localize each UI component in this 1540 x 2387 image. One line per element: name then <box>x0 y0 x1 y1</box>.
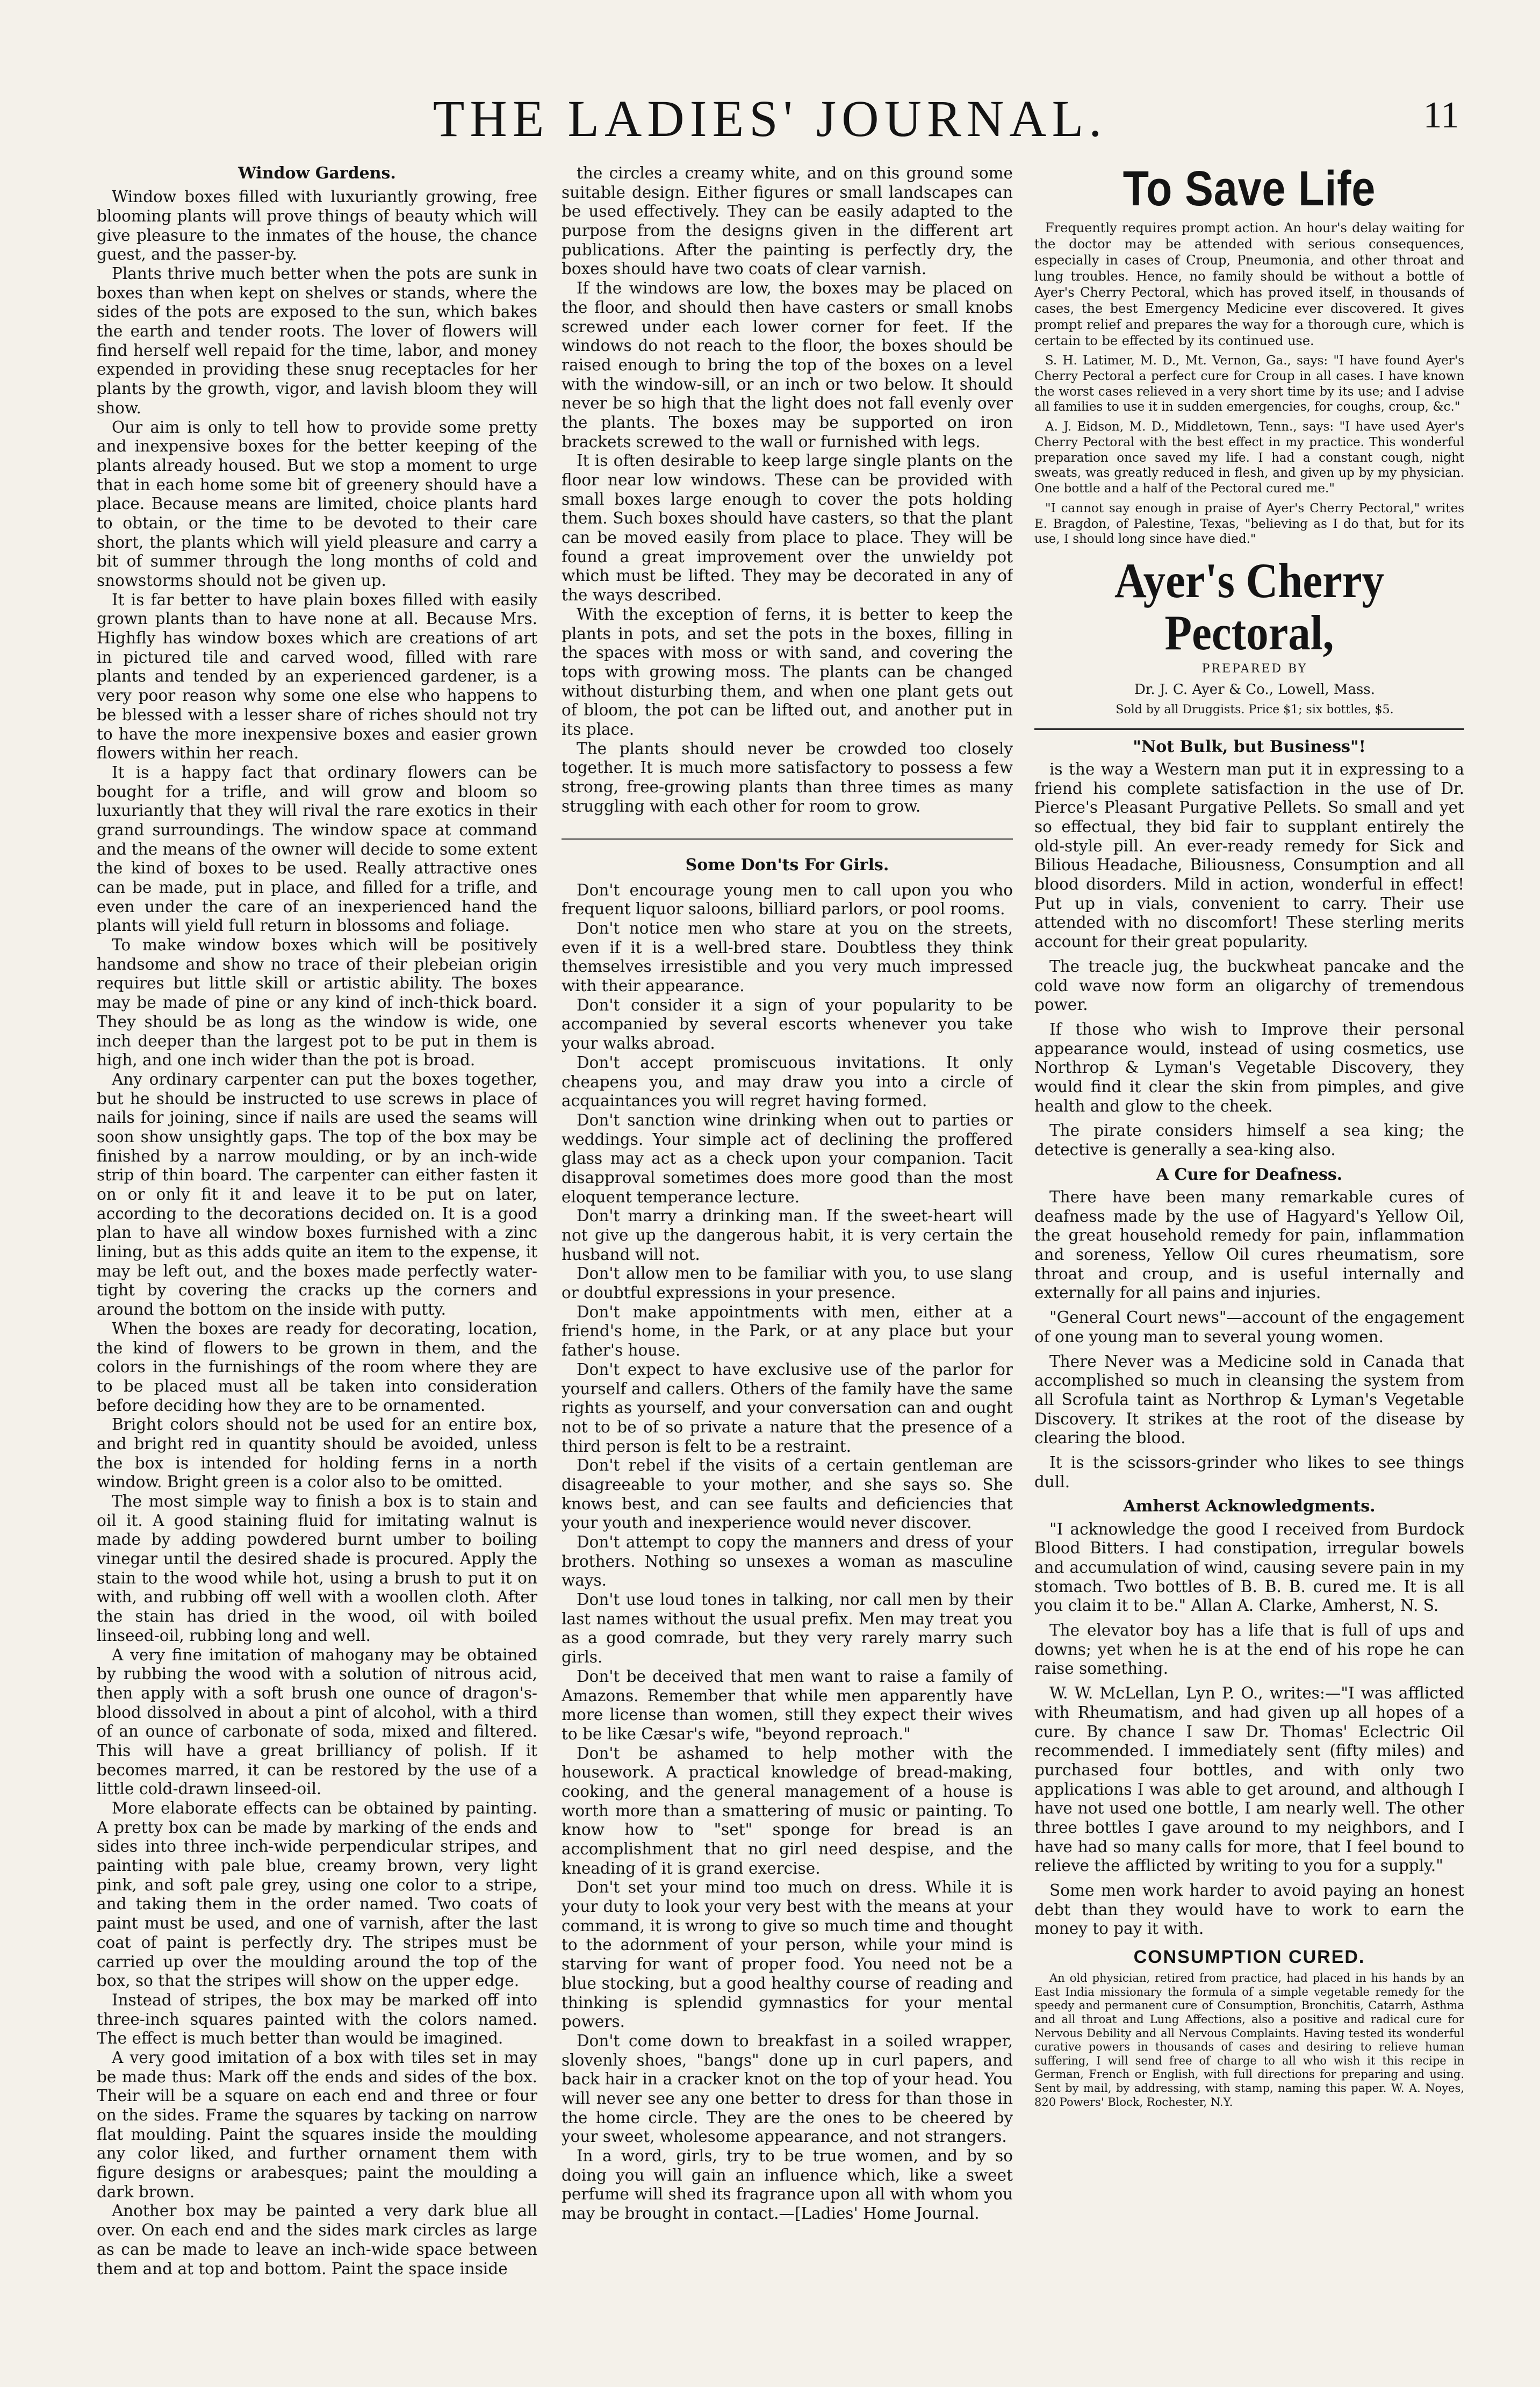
ad-testimonial: S. H. Latimer, M. D., Mt. Vernon, Ga., says: "I have found Ayer's Cherry Pectoral a perfect cure for Croup in all cases. I have known the worst cases relieved in a very short time by its use; and I advise all families to use it in sudden emergencies, for coughs, croup, &c." <box>1034 354 1464 414</box>
article-paragraph: To make window boxes which will be positively handsome and show no trace of their plebeian origin requires but little skill or artistic ability. The boxes may be made of pine or any kind of inch-thick board. They should be as long as the window is wide, one inch deeper than the largest pot to be put in them is high, and one inch wider than the pot is broad. <box>97 936 537 1070</box>
article-paragraph: It is far better to have plain boxes filled with easily grown plants than to have none at all. Because Mrs. Highfly has window boxes which are creations of art in pictured tile and carved wood, filled with rare plants and tended by an experienced gardener, is a very poor reason why some one else who happens to be blessed with a lesser share of riches should not try to have the more inexpensive boxes and easier grown flowers within her reach. <box>97 590 537 763</box>
ad-maker: Dr. J. C. Ayer & Co., Lowell, Mass. <box>1134 681 1375 698</box>
dont-item: Don't consider it a sign of your popularity to be accompanied by several escorts whenever you take your walks abroad. <box>562 995 1013 1053</box>
article-paragraph: The plants should never be crowded too closely together. It is much more satisfactory to possess a few strong, free-growing plants than three times as many struggling with each other for room to grow. <box>562 739 1013 815</box>
dont-item: Don't be ashamed to help mother with the housework. A practical knowledge of bread-making, cooking, and the general management of a house is worth more than a smattering of music or painting. To know how to "set" sponge for bread is an accomplishment that no girl need despise, and the kneading of it is grand exercise. <box>562 1744 1013 1877</box>
amherst-heading: Amherst Acknowledgments. <box>1123 1497 1376 1516</box>
column-item: If those who wish to Improve their personal appearance would, instead of using cosmetics, use Northrop & Lyman's Vegetable Discovery, they would find it clear the skin from pimples, and give health and glow to the cheek. <box>1034 1020 1464 1115</box>
column-item: W. W. McLellan, Lyn P. O., writes:—"I was afflicted with Rheumatism, and had given up all hopes of a cure. By chance I saw Dr. Thomas' Eclectric Oil recommended. I immediately sent (fifty miles) and purchased four bottles, and with only two applications I was able to get around, and although I have not used one bottle, I am nearly well. The other three bottles I gave around to my neighbors, and I have had so many calls for more, that I feel bound to relieve the afflicted by writing to you for a supply." <box>1034 1684 1464 1875</box>
dont-item: Don't come down to breakfast in a soiled wrapper, slovenly shoes, "bangs" done up in curl papers, and back hair in a cracker knot on the top of your head. You will never see any one better to dress for than those in the home circle. They are the ones to be cheered by your sweet, wholesome appearance, and not strangers. <box>562 2031 1013 2146</box>
deafness-heading: A Cure for Deafness. <box>1156 1165 1343 1184</box>
not-bulk-heading: "Not Bulk, but Business"! <box>1133 737 1366 756</box>
column-item: "General Court news"—account of the engagement of one young man to several young women. <box>1034 1308 1464 1346</box>
column-3 <box>1034 164 1464 2346</box>
dont-item: Don't encourage young men to call upon you who frequent liquor saloons, billiard parlors, or pool rooms. <box>562 880 1013 919</box>
column-item: There have been many remarkable cures of deafness made by the use of Hagyard's Yellow Oil, the great household remedy for pain, inflammation and soreness, Yellow Oil cures rheumatism, sore throat and croup, and is useful internally and externally for all pains and injuries. <box>1034 1188 1464 1302</box>
article-paragraph: A very fine imitation of mahogany may be obtained by rubbing the wood with a solution of nitrous acid, then apply with a soft brush one ounce of dragon's-blood dissolved in about a pint of alcohol, with a third of an ounce of carbonate of soda, mixed and filtered. This will have a great brilliancy of polish. If it becomes marred, it can be restored by the use of a little cold-drawn linseed-oil. <box>97 1645 537 1798</box>
article-paragraph: Window boxes filled with luxuriantly growing, free blooming plants will prove things of beauty which will give pleasure to the inmates of the house, the chance guest, and the passer-by. <box>97 188 537 264</box>
page-number: 11 <box>1423 95 1459 136</box>
article-paragraph: More elaborate effects can be obtained by painting. A pretty box can be made by marking of the ends and sides into three inch-wide perpendicular stripes, and painting with pale blue, creamy brown, very light pink, and soft pale grey, using one color to a stripe, and taking them in the order named. Two coats of paint must be used, and one of varnish, after the last coat of paint is perfectly dry. The stripes must be carried up over the moulding around the top of the box, so that the stripes will show on the upper edge. <box>97 1799 537 1990</box>
masthead <box>0 89 1540 148</box>
article-title-window-gardens: Window Gardens. <box>238 164 396 183</box>
dont-item: Don't marry a drinking man. If the sweet-heart will not give up the dangerous habit, it is very certain the husband will not. <box>562 1207 1013 1264</box>
dont-item: Don't accept promiscuous invitations. It only cheapens you, and may draw you into a circle of acquaintances you will regret having formed. <box>562 1053 1013 1110</box>
ad-headline: To Save Life <box>1122 164 1376 216</box>
article-paragraph: the circles a creamy white, and on this ground some suitable design. Either figures or small landscapes can be used effectively. They can be easily adapted to the purpose from the designs given in the different art publications. After the painting is perfectly dry, the boxes should have two coats of clear varnish. <box>562 164 1013 278</box>
column-item: It is the scissors-grinder who likes to see things dull. <box>1034 1453 1464 1491</box>
article-paragraph: Our aim is only to tell how to provide some pretty and inexpensive boxes for the better keeping of the plants already housed. But we stop a moment to urge that in each home some bit of greenery should have a place. Because means are limited, choice plants hard to obtain, or the time to be devoted to their care short, the plants which will yield pleasure and carry a bit of summer through the long months of cold and snowstorms should not be given up. <box>97 418 537 590</box>
ad-product-name: Ayer's Cherry Pectoral, <box>1114 553 1384 660</box>
article-paragraph: Instead of stripes, the box may be marked off into three-inch squares painted with the colors named. The effect is much better than would be imagined. <box>97 1990 537 2048</box>
consumption-cured-heading: CONSUMPTION CURED. <box>1133 1947 1365 1968</box>
ad-price: Sold by all Druggists. Price $1; six bottles, $5. <box>1116 703 1394 717</box>
ad-paragraph: Frequently requires prompt action. An hour's delay waiting for the doctor may be attended with serious consequences, especially in cases of Croup, Pneumonia, and other throat and lung troubles. Hence, no family should be without a bottle of Ayer's Cherry Pectoral, which has proved itself, in thousands of cases, the best Emergency Medicine ever discovered. It gives prompt relief and prepares the way for a thorough cure, which is certain to be effected by its continued use. <box>1034 220 1464 348</box>
column-1 <box>97 164 537 2346</box>
ad-testimonial: "I cannot say enough in praise of Ayer's Cherry Pectoral," writes E. Bragdon, of Palestine, Texas, "believing as I do that, but for its use, I should long since have died." <box>1034 501 1464 547</box>
article-paragraph: Another box may be painted a very dark blue all over. On each end and the sides mark circles as large as can be made to leave an inch-wide space between them and at top and bottom. Paint the space inside <box>97 2202 537 2278</box>
column-item: "I acknowledge the good I received from Burdock Blood Bitters. I had constipation, irregular bowels and accumulation of wind, causing severe pain in my stomach. Two bottles of B. B. B. cured me. It is all you claim it to be." Allan A. Clarke, Amherst, N. S. <box>1034 1519 1464 1615</box>
column-item: The pirate considers himself a sea king; the detective is generally a sea-king also. <box>1034 1121 1464 1159</box>
article-paragraph: The most simple way to finish a box is to stain and oil it. A good staining fluid for imitating walnut is made by adding powdered burnt umber to boiling vinegar until the desired shade is procured. Apply the stain to the wood while hot, using a brush to put it on with, and rubbing off well with a woollen cloth. After the stain has dried in the wood, oil with boiled linseed-oil, rubbing long and well. <box>97 1492 537 1645</box>
dont-item: Don't attempt to copy the manners and dress of your brothers. Nothing so unsexes a woman as masculine ways. <box>562 1533 1013 1590</box>
dont-item: Don't expect to have exclusive use of the parlor for yourself and callers. Others of the family have the same rights as yourself, and your conversation can and ought not to be of so private a nature that the presence of a third person is felt to be a restraint. <box>562 1360 1013 1456</box>
article-paragraph: Any ordinary carpenter can put the boxes together, but he should be instructed to use screws in place of nails for joining, since if nails are used the seams will soon show unsightly gaps. The top of the box may be finished by a narrow moulding, or by an inch-wide strip of thin board. The carpenter can either fasten it on or only fit it and leave it to be put on later, according to the decorations decided on. It is a good plan to have all window boxes furnished with a zinc lining, but as this adds quite an item to the expense, it may be left out, and the boxes made perfectly water-tight by covering the cracks up the corners and around the bottom on the inside with putty. <box>97 1070 537 1319</box>
consumption-cured-text: An old physician, retired from practice, had placed in his hands by an East India missionary the formula of a simple vegetable remedy for the speedy and permanent cure of Consumption, Bronchitis, Catarrh, Asthma and all throat and Lung Affections, also a positive and radical cure for Nervous Debility and all Nervous Complaints. Having tested its wonderful curative powers in thousands of cases and desiring to relieve human suffering, I will send free of charge to all who wish it this recipe in German, French or English, with full directions for preparing and using. Sent by mail, by addressing, with stamp, naming this paper. W. A. Noyes, 820 Powers' Block, Rochester, N.Y. <box>1034 1972 1464 2109</box>
dont-item: Don't sanction wine drinking when out to parties or weddings. Your simple act of declining the proffered glass may act as a check upon your companion. Tacit disapproval sometimes does more good than the most eloquent temperance lecture. <box>562 1110 1013 1206</box>
article-paragraph: It is a happy fact that ordinary flowers can be bought for a trifle, and will grow and bloom so luxuriantly that they will rival the rare exotics in their grand surroundings. The window space at command and the means of the owner will decide to some extent the kind of boxes to be used. Really attractive ones can be made, put in place, and filled for a trifle, and even under the care of an inexperienced hand the plants will yield full return in blossoms and foliage. <box>97 763 537 935</box>
dont-item: Don't allow men to be familiar with you, to use slang or doubtful expressions in your presence. <box>562 1264 1013 1302</box>
dont-item: Don't notice men who stare at you on the streets, even if it is a well-bred stare. Doubtless they think themselves irresistible and you very much impressed with their appearance. <box>562 919 1013 995</box>
column-item: The elevator boy has a life that is full of ups and downs; yet when he is at the end of his rope he can raise something. <box>1034 1621 1464 1678</box>
column-item: is the way a Western man put it in expressing to a friend his complete satisfaction in the use of Dr. Pierce's Pleasant Purgative Pellets. So small and yet so effectual, they bid fair to supplant entirely the old-style pill. An ever-ready remedy for Sick and Bilious Headache, Biliousness, Consumption and all blood disorders. Mild in action, wonderful in effect! Put up in vials, convenient to carry. Their use attended with no discomfort! These sterling merits account for their great popularity. <box>1034 759 1464 951</box>
article-paragraph: If the windows are low, the boxes may be placed on the floor, and should then have casters or small knobs screwed under each lower corner for feet. If the windows do not reach to the floor, the boxes should be raised enough to bring the top of the boxes on a level with the window-sill, or an inch or two below. It should never be so high that the light does not fall evenly over the plants. The boxes may be supported on iron brackets screwed to the wall or furnished with legs. <box>562 279 1013 451</box>
article-paragraph: A very good imitation of a box with tiles set in may be made thus: Mark off the ends and sides of the box. Their will be a square on each end and three or four on the sides. Frame the squares by tacking on narrow flat moulding. Paint the squares inside the moulding any color liked, and further ornament them with figure designs or arabesques; paint the moulding a dark brown. <box>97 2048 537 2201</box>
column-item: Some men work harder to avoid paying an honest debt than they would have to work to earn the money to pay it with. <box>1034 1881 1464 1938</box>
dont-item: Don't make appointments with men, either at a friend's home, in the Park, or at any place but your father's house. <box>562 1302 1013 1360</box>
article-title-donts-for-girls: Some Don'ts For Girls. <box>562 838 1013 875</box>
dont-item: Don't use loud tones in talking, nor call men by their last names without the usual prefix. Men may treat you as a good comrade, but they very rarely marry such girls. <box>562 1590 1013 1667</box>
dont-item: Don't set your mind too much on dress. While it is your duty to look your very best with the means at your command, it is wrong to give so much time and thought to the adornment of your person, while your mind is starving for want of proper food. You need not be a blue stocking, but a good healthy course of reading and thinking is splendid gymnastics for your mental powers. <box>562 1878 1013 2031</box>
article-paragraph: Bright colors should not be used for an entire box, and bright red in quantity should be avoided, unless the box is intended for holding ferns in a north window. Bright green is a color also to be omitted. <box>97 1415 537 1492</box>
dont-item: Don't rebel if the visits of a certain gentleman are disagreeable to your mother, and she says so. She knows best, and can see faults and deficiencies that your youth and inexperience would never discover. <box>562 1456 1013 1532</box>
ad-testimonial: A. J. Eidson, M. D., Middletown, Tenn., says: "I have used Ayer's Cherry Pectoral with the best effect in my practice. This wonderful preparation once saved my life. I had a constant cough, night sweats, was greatly reduced in flesh, and given up by my physician. One bottle and a half of the Pectoral cured me." <box>1034 420 1464 496</box>
article-paragraph: With the exception of ferns, it is better to keep the plants in pots, and set the pots in the boxes, filling in the spaces with moss or with sand, and covering the tops with growing moss. The plants can be changed without disturbing them, and when one plant gets out of bloom, the pot can be lifted out, and another put in its place. <box>562 605 1013 739</box>
column-item: The treacle jug, the buckwheat pancake and the cold wave now form an oligarchy of tremendous power. <box>1034 957 1464 1014</box>
newspaper-title: THE LADIES' JOURNAL. <box>433 90 1107 147</box>
ayers-cherry-pectoral-ad <box>1034 164 1464 730</box>
column-2 <box>562 164 1013 2346</box>
dont-item: In a word, girls, try to be true women, and by so doing you will gain an influence which, like a sweet perfume will shed its fragrance upon all with whom you may be brought in contact.—[Ladies' Home Journal. <box>562 2147 1013 2223</box>
column-item: There Never was a Medicine sold in Canada that accomplished so much in cleansing the system from all Scrofula taint as Northrop & Lyman's Vegetable Discovery. It strikes at the root of the disease by clearing the blood. <box>1034 1352 1464 1447</box>
article-paragraph: When the boxes are ready for decorating, location, the kind of flowers to be grown in them, and the colors in the furnishings of the room where they are to be placed must all be taken into consideration before deciding how they are to be ornamented. <box>97 1319 537 1415</box>
article-paragraph: It is often desirable to keep large single plants on the floor near low windows. These can be provided with small boxes large enough to cover the pots holding them. Such boxes should have casters, so that the plant can be moved easily from place to place. They will be found a great improvement over the unwieldy pot which must be lifted. They may be decorated in any of the ways described. <box>562 451 1013 605</box>
dont-item: Don't be deceived that men want to raise a family of Amazons. Remember that while men apparently have more license than women, still they expect their wives to be like Cæsar's wife, "beyond reproach." <box>562 1667 1013 1743</box>
article-paragraph: Plants thrive much better when the pots are sunk in boxes than when kept on shelves or stands, where the sides of the pots are exposed to the sun, which bakes the earth and tender roots. The lover of flowers will find herself well repaid for the time, labor, and money expended in providing these snug receptacles for her plants by the growth, vigor, and lavish bloom they will show. <box>97 264 537 417</box>
ad-prepared-by: PREPARED BY <box>1201 662 1308 676</box>
